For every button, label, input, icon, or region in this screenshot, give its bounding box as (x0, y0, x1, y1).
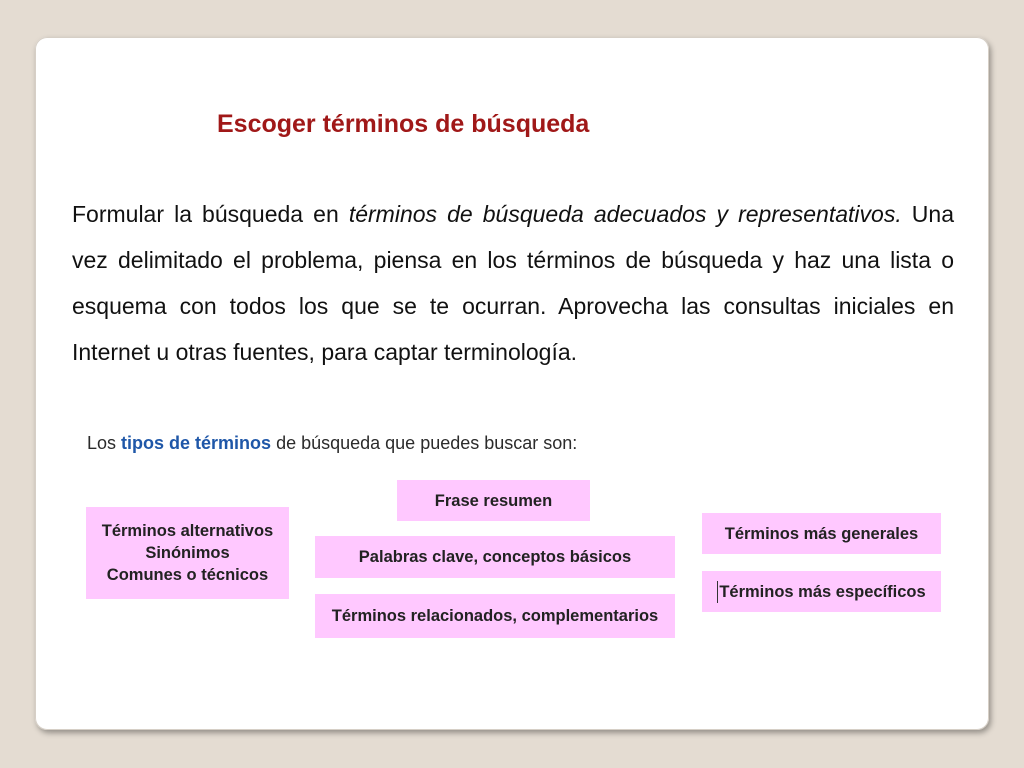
caption-prefix: Los (87, 433, 122, 453)
box-relacionados-label: Términos relacionados, complementarios (331, 607, 659, 625)
body-paragraph (72, 191, 954, 375)
paragraph-text-end: Una vez delimitado el problema, piensa en los términos de búsqueda y haz una lista o esquema con todos los que se te ocurran. Aprovecha las consultas iniciales en Internet u otras fuentes, para captar terminología. (72, 201, 954, 365)
paragraph-text-start: Formular la búsqueda en (72, 201, 349, 227)
box-frase-resumen (397, 480, 590, 521)
text-cursor (717, 581, 718, 603)
caption-suffix: de búsqueda que puedes buscar son: (271, 433, 578, 453)
diagram-caption (87, 433, 577, 454)
box-terminos-alternativos (86, 507, 289, 599)
box-especificos-label: Términos más específicos (719, 582, 926, 601)
box-alternativos-line-3: Comunes o técnicos (106, 566, 269, 584)
box-alternativos-line-2: Sinónimos (145, 544, 230, 562)
caption-highlight: tipos de términos (121, 433, 272, 453)
box-terminos-especificos (702, 571, 941, 612)
paragraph-italic-text: términos de búsqueda adecuados y representativos. (348, 201, 902, 227)
slide-title: Escoger términos de búsqueda (217, 110, 590, 138)
box-alternativos-line-1: Términos alternativos (101, 522, 274, 540)
box-frase-resumen-label: Frase resumen (434, 491, 553, 510)
box-generales-label: Términos más generales (724, 524, 919, 543)
box-palabras-clave-label: Palabras clave, conceptos básicos (358, 548, 632, 566)
box-terminos-generales (702, 513, 941, 554)
box-terminos-relacionados (315, 594, 675, 638)
box-palabras-clave (315, 536, 675, 578)
